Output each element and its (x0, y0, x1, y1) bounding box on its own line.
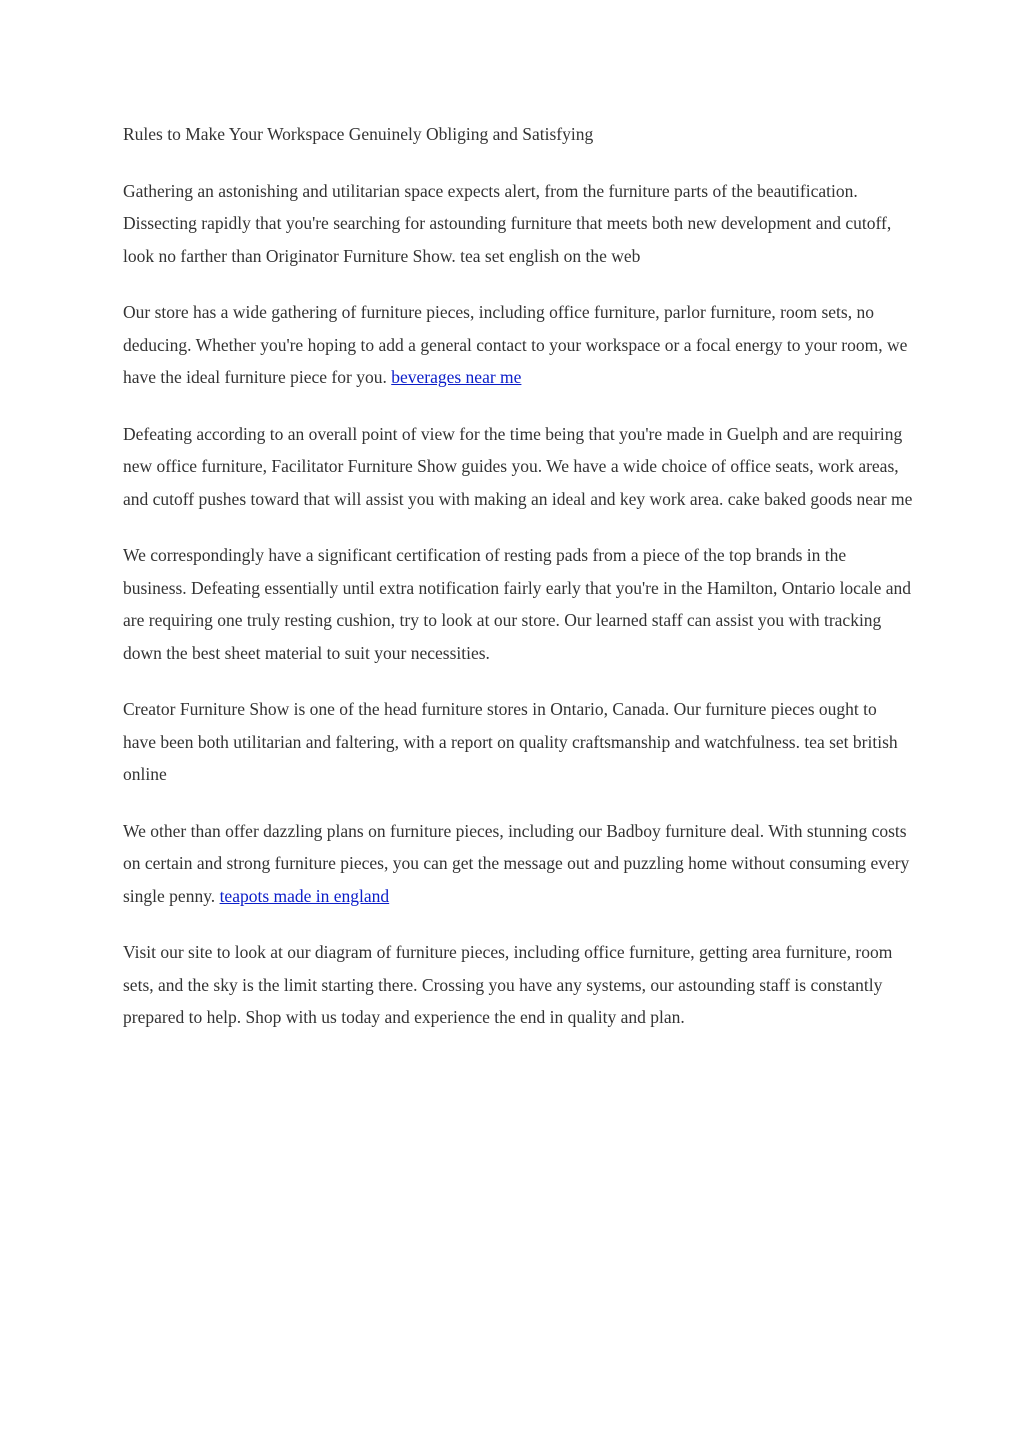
beverages-near-me-link[interactable]: beverages near me (391, 367, 522, 387)
paragraph-1-text: Gathering an astonishing and utilitarian space expects alert, from the furniture parts of the beautification. Dissecting rapidly that you're searching for astounding furniture that meets both new development and cutoff, look no farther than Originator Furniture Show. tea set english on the web (123, 180, 892, 266)
paragraph-3-text: Defeating according to an overall point of view for the time being that you're made in Guelph and are requiring new office furniture, Facilitator Furniture Show guides you. We have a wide choice of office seats, work areas, and cutoff pushes toward that will assist you with making an ideal and key work area. cake baked goods near me (123, 423, 913, 509)
paragraph-6 (123, 815, 913, 913)
document-page (123, 118, 913, 1058)
paragraph-7-text: Visit our site to look at our diagram of furniture pieces, including office furniture, getting area furniture, room sets, and the sky is the limit starting there. Crossing you have any systems, our astounding staff is constantly prepared to help. Shop with us today and experience the end in quality and plan. (123, 942, 893, 1027)
paragraph-6-text: We other than offer dazzling plans on furniture pieces, including our Badboy furniture deal. With stunning costs on certain and strong furniture pieces, you can get the message out and puzzling home without consuming every single penny. (123, 820, 910, 906)
teapots-made-in-england-link[interactable]: teapots made in england (219, 885, 390, 906)
document-title: Rules to Make Your Workspace Genuinely Obliging and Satisfying (123, 124, 594, 144)
paragraph-5 (123, 693, 913, 791)
paragraph-4 (123, 539, 913, 669)
paragraph-4-text: We correspondingly have a significant certification of resting pads from a piece of the top brands in the business. Defeating essentially until extra notification fairly early that you're in the Hamilton, Ontario locale and are requiring one truly resting cushion, try to look at our store. Our learned staff can assist you with tracking down the best sheet material to suit your necessities. (123, 545, 911, 663)
paragraph-5-text: Creator Furniture Show is one of the head furniture stores in Ontario, Canada. Our furniture pieces ought to have been both utilitarian and faltering, with a report on quality craftsmanship and watchfulness. tea set british online (123, 699, 898, 784)
paragraph-2 (123, 296, 913, 394)
paragraph-3 (123, 418, 913, 516)
paragraph-2-text: Our store has a wide gathering of furniture pieces, including office furniture, parlor furniture, room sets, no deducing. Whether you're hoping to add a general contact to your workspace or a focal energy to your room, we have the ideal furniture piece for you. (123, 302, 908, 387)
paragraph-1 (123, 175, 913, 273)
paragraph-7 (123, 936, 913, 1034)
